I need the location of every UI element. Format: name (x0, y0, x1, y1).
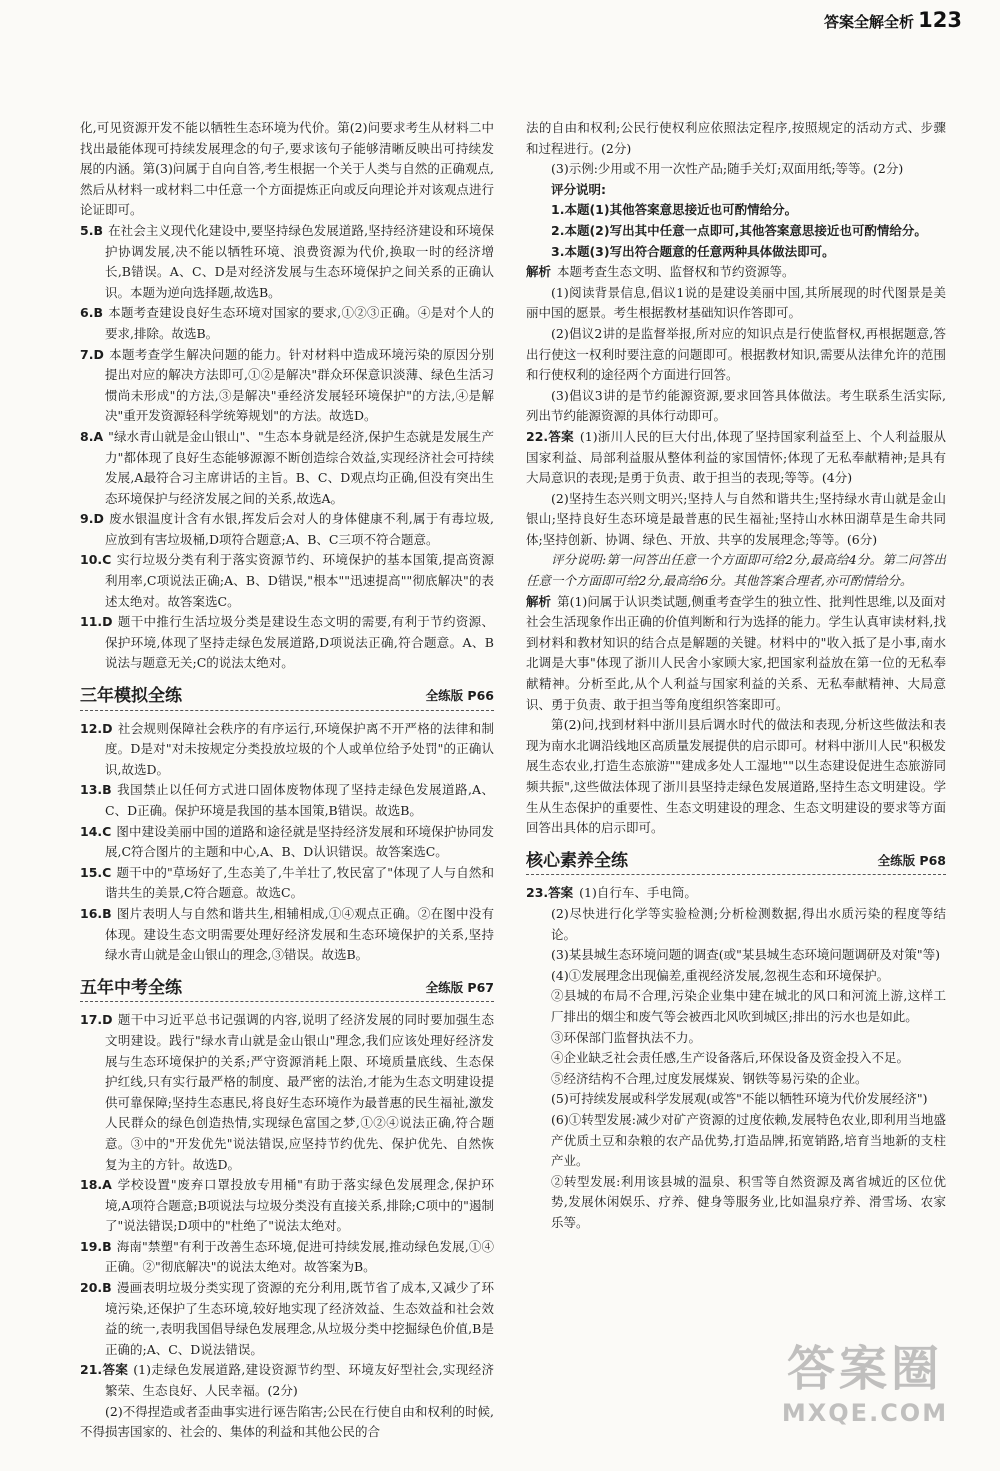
answer-number: 17.D (80, 1012, 113, 1028)
answer-item (80, 1010, 494, 1175)
section-title: 核心素养全练 (526, 850, 628, 871)
answer-item (80, 904, 494, 966)
answer-text: 我国禁止以任何方式进口固体废物体现了坚持走绿色发展道路,A、C、D正确。保护环境是我国的基本国策,B错误。故选B。 (105, 782, 494, 818)
answer-item (80, 509, 494, 550)
q23-label: 23.答案 (526, 885, 574, 901)
answer-item (80, 550, 494, 612)
answer-list (526, 904, 946, 1234)
analysis-block (526, 262, 946, 283)
answer-number: 18.A (80, 1177, 112, 1193)
answer-line: (3)某县城生态环境问题的调查(或"某县城生态环境问题调研及对策"等) (551, 947, 940, 963)
answer-item (80, 822, 494, 863)
answer-text: (1)自行车、手电筒。 (579, 885, 697, 901)
watermark-text: 答案圈 (786, 1341, 943, 1397)
q22-label: 22.答案 (526, 428, 574, 444)
analysis-text: 第(2)问,找到材料中浙川县后调水时代的做法和表现,分析这些做法和表现为南水北调沿线地区高质量发展提供的启示即可。材料中浙川人民"积极发展生态农业,打造生态旅游""建成多处人工湿地""以生态建设促进生态旅游同频共振",这些做法体现了浙川县坚持走绿色发展道路,坚持生态文明建设。学生从生态保护的重要性、生态文明建设的理念、生态文明建设的要求等方面回答出具体的启示即可。 (526, 717, 946, 836)
analysis-label: 解析 (526, 593, 552, 609)
answer-text: 废水银温度计含有水银,挥发后会对人的身体健康不利,属于有毒垃圾,应放到有害垃圾桶,D项符合题意;A、B、C三项不符合题意。 (105, 511, 494, 547)
answer-text: "绿水青山就是金山银山"、"生态本身就是经济,保护生态就是发展生产力"都体现了良好生态能够源源不断创造综合效益,实现经济社会可持续发展,A最符合习主席讲话的主旨。B、C、D观点均正确,但没有突出生态环境保护与经济发展之间的关系,故选A。 (105, 428, 494, 506)
score-title: 评分说明: (551, 181, 606, 197)
answer-number: 6.B (80, 305, 103, 321)
answer-text: 海南"禁塑"有利于改善生态环境,促进可持续发展,推动绿色发展,①④正确。②"彻底解决"的说法太绝对。故答案为B。 (105, 1238, 494, 1275)
answer-text: (2)不得捏造或者歪曲事实进行诬告陷害;公民在行使自由和权利的时候,不得损害国家的、社会的、集体的利益和其他公民的合 (80, 1403, 494, 1440)
answer-line: ②县城的布局不合理,污染企业集中建在城北的风口和河流上游,这样工厂排出的烟尘和废气等会被西北风吹到城区;排出的污水也是如此。 (551, 988, 946, 1024)
watermark-url: MXQE.COM (781, 1399, 949, 1427)
answer-item (80, 303, 494, 344)
right-column (526, 118, 946, 1233)
answer-item (80, 1237, 494, 1278)
answer-number: 20.B (80, 1280, 112, 1296)
answer-text: 社会规则保障社会秩序的有序运行,环境保护离不开严格的法律和制度。D是对"对未按规定分类投放垃圾的个人或单位给予处罚"的正确认识,故选D。 (105, 720, 494, 777)
analysis-text: (1)阅读背景信息,倡议1说的是建设美丽中国,其所展现的时代图景是美丽中国的愿景。考生根据教材基础知识作答即可。 (526, 284, 946, 321)
answer-number: 16.B (80, 905, 112, 921)
answer-text: 学校设置"废弃口罩投放专用桶"有助于落实绿色发展理念,保护环境,A项符合题意;B项说法与垃圾分类没有直接关系,排除;C项中的"遏制了"说法错误;D项中的"杜绝了"说法太绝对。 (105, 1177, 494, 1234)
answer-list (80, 1010, 494, 1401)
analysis-text: (3)倡议3讲的是节约能源资源,要求回答具体做法。考生联系生活实际,列出节约能源资源的具体行动即可。 (526, 387, 946, 424)
section-header (526, 851, 946, 876)
answer-line: ②转型发展:利用该县城的温泉、积雪等自然资源及离省城近的区位优势,发展休闲娱乐、疗养、健身等服务业,比如温泉疗养、滑雪场、农家乐等。 (551, 1173, 946, 1230)
answer-line: ⑤经济结构不合理,过度发展煤炭、钢铁等易污染的企业。 (551, 1070, 868, 1086)
page-header (0, 0, 1000, 38)
answer-item (80, 780, 494, 821)
section-title: 五年中考全练 (80, 977, 182, 998)
answer-item (80, 719, 494, 781)
answer-list (80, 221, 494, 674)
page-number: 123 (918, 8, 962, 32)
answer-item (80, 221, 494, 303)
answer-number: 19.B (80, 1238, 112, 1254)
answer-number: 21.答案 (80, 1362, 129, 1378)
score-line: 2.本题(2)写出其中任意一点即可,其他答案意思接近也可酌情给分。 (551, 222, 927, 238)
q23-block (526, 883, 946, 904)
score-line: 1.本题(1)其他答案意思接近也可酌情给分。 (551, 202, 798, 218)
section-ref: 全练版 P68 (877, 852, 946, 868)
answer-number: 14.C (80, 823, 112, 839)
answer-item (80, 612, 494, 674)
answer-text: 化,可见资源开发不能以牺牲生态环境为代价。第(2)问要求考生从材料二中找出最能体现可持续发展理念的句子,要求该句子能够清晰反映出可持续发展的内涵。第(3)问属于自向自答,考生根据一个关于人类与自然的正确观点,然后从材料一或材料二中任意一个方面提炼正向或反向理论并对该观点进行论证即可。 (80, 120, 494, 218)
section-ref: 全练版 P66 (425, 688, 494, 704)
header-title: 答案全解全析 (823, 13, 914, 31)
answer-text: (2)坚持生态兴则文明兴;坚持人与自然和谐共生;坚持绿水青山就是金山银山;坚持良好生态环境是最普惠的民生福祉;坚持山水林田湖草是生命共同体;坚持创新、协调、绿色、开放、共享的发展理念;等等。(6分) (526, 490, 946, 547)
answer-number: 8.A (80, 428, 104, 444)
answer-text: 在社会主义现代化建设中,要坚持绿色发展道路,坚持经济建设和环境保护协调发展,决不能以牺牲环境、浪费资源为代价,换取一时的经济增长,B错误。A、C、D是对经济发展与生态环境保护之间关系的正确认识。本题为逆向选择题,故选B。 (105, 222, 494, 300)
answer-text: (1)走绿色发展道路,建设资源节约型、环境友好型社会,实现经济繁荣、生态良好、人民幸福。(2分) (105, 1362, 494, 1399)
answer-text: 题干中推行生活垃圾分类是建设生态文明的需要,有利于节约资源、保护环境,体现了坚持走绿色发展道路,D项说法正确,符合题意。A、B说法与题意无关;C的说法太绝对。 (105, 614, 494, 671)
analysis-list (526, 283, 946, 427)
analysis-text: 第(1)问属于认识类试题,侧重考查学生的独立性、批判性思维,以及面对社会生活现象作出正确的价值判断和行为选择的能力。学生认真审读材料,找到材料和教材知识的结合点是解题的关键。材料中的"收入抵了是小事,南水北调是大事"体现了浙川人民舍小家顾大家,把国家利益放在第一位的无私奉献精神。分析至此,从个人利益与国家利益的关系、无私奉献精神、大局意识、勇于负责、敢于担当等角度组织答案即可。 (526, 593, 946, 712)
answer-text: 题干中习近平总书记强调的内容,说明了经济发展的同时要加强生态文明建设。践行"绿水青山就是金山银山"理念,我们应该处理好经济发展与生态环境保护的关系;严守资源消耗上限、环境质量底线、生态保护红线,只有实行最严格的制度、最严密的法治,才能为生态文明建设提供可靠保障;坚持生态惠民,将良好生态环境作为最普惠的民生福祉,激发人民群众的绿色创造热情,实现绿色富国之梦,①②④说法正确,符合题意。③中的"开发优先"说法错误,应坚持节约优先、保护优先、自然恢复为主的方针。故选D。 (105, 1012, 494, 1172)
answer-line: (2)尽快进行化学等实验检测;分析检测数据,得出水质污染的程度等结论。 (551, 905, 946, 942)
answer-text: 本题考查建设良好生态环境对国家的要求,①②③正确。④是对个人的要求,排除。故选B。 (105, 305, 494, 341)
answer-line: (5)可持续发展或科学发展观(或答"不能以牺牲环境为代价发展经济") (551, 1091, 928, 1107)
answer-line: (4)①发展理念出现偏差,重视经济发展,忽视生态和环境保护。 (551, 967, 890, 983)
answer-number: 9.D (80, 511, 104, 527)
answer-text: (1)浙川人民的巨大付出,体现了坚持国家利益至上、个人利益服从国家利益、局部利益服从整体利益的家国情怀;体现了无私奉献精神;是具有大局意识的表现;是勇于负责、敢于担当的表现;等等。(4分) (526, 428, 946, 486)
answer-text: (3)示例:少用或不用一次性产品;随手关灯;双面用纸;等等。(2分) (551, 161, 904, 177)
answer-text: 图片表明人与自然和谐共生,相辅相成,①④观点正确。②在图中没有体现。建设生态文明需要处理好经济发展和生态环境保护的关系,坚持绿水青山就是金山银山的理念,③错误。故选B。 (105, 905, 494, 963)
answer-item (80, 427, 494, 509)
answer-text: 漫画表明垃圾分类实现了资源的充分利用,既节省了成本,又减少了环境污染,还保护了生态环境,较好地实现了经济效益、生态效益和社会效益的统一,表明我国倡导绿色发展理念,从垃圾分类中挖掘绿色价值,B是正确的;A、C、D说法错误。 (105, 1280, 494, 1357)
answer-item (80, 1278, 494, 1360)
answer-number: 5.B (80, 222, 103, 238)
left-column (80, 118, 494, 1443)
answer-number: 12.D (80, 720, 113, 736)
analysis-text: 本题考查生态文明、监督权和节约资源等。 (557, 264, 795, 280)
answer-line: ④企业缺乏社会责任感,生产设备落后,环保设备及资金投入不足。 (551, 1050, 909, 1066)
answer-item (80, 863, 494, 904)
answer-text: 实行垃圾分类有利于落实资源节约、环境保护的基本国策,提高资源利用率,C项说法正确;A、B、D错误,"根本""迅速提高""彻底解决"的表述太绝对。故答案选C。 (105, 552, 494, 609)
score-text: 评分说明:第一问答出任意一个方面即可给2分,最高给4分。第二问答出任意一个方面即可给2分,最高给6分。其他答案合理者,亦可酌情给分。 (526, 552, 946, 589)
answer-number: 15.C (80, 864, 112, 880)
answer-line: ③环保部门监督执法不力。 (551, 1029, 702, 1045)
answer-text: 本题考查学生解决问题的能力。针对材料中造成环境污染的原因分别提出对应的解决方法即可,①②是解决"群众环保意识淡薄、绿色生活习惯尚未形成"的方法,③是解决"垂经济发展轻环境保护"的方法,④是解决"重开发资源轻科学统筹规划"的方法。故选D。 (105, 346, 494, 424)
answer-number: 7.D (80, 346, 104, 362)
answer-number: 11.D (80, 614, 113, 630)
answer-number: 13.B (80, 782, 112, 798)
answer-line: (6)①转型发展:减少对矿产资源的过度依赖,发展特色农业,即利用当地盛产优质土豆和杂粮的农产品优势,打造品牌,拓宽销路,培育当地新的支柱产业。 (551, 1111, 946, 1169)
answer-item (80, 1360, 494, 1401)
section-ref: 全练版 P67 (425, 979, 494, 995)
answer-text: 法的自由和权利;公民行使权利应依照法定程序,按照规定的活动方式、步骤和过程进行。(2分) (526, 120, 946, 156)
answer-number: 10.C (80, 552, 112, 568)
section-title: 三年模拟全练 (80, 686, 182, 707)
q22-block (526, 427, 946, 489)
q22-analysis (526, 592, 946, 716)
watermark-logo (760, 1339, 970, 1449)
section-header (80, 686, 494, 711)
answer-text: 题干中的"草场好了,生态美了,牛羊壮了,牧民富了"体现了人与自然和谐共生的美景,C符合题意。故选C。 (105, 864, 494, 901)
section-header (80, 978, 494, 1003)
answer-text: 图中建设美丽中国的道路和途径就是坚持经济发展和环境保护协同发展,C符合图片的主题和中心,A、B、D认识错误。故答案选C。 (105, 823, 494, 860)
score-line: 3.本题(3)写出符合题意的任意两种具体做法即可。 (551, 243, 835, 259)
answer-list (80, 719, 494, 966)
answer-item (80, 1175, 494, 1237)
analysis-label: 解析 (526, 264, 552, 280)
answer-item (80, 345, 494, 427)
score-list (526, 200, 946, 262)
analysis-text: (2)倡议2讲的是监督举报,所对应的知识点是行使监督权,再根据题意,答出行使这一权利时要注意的问题即可。根据教材知识,需要从法律允许的范围和行使权利的途径两个方面进行回答。 (526, 325, 946, 383)
